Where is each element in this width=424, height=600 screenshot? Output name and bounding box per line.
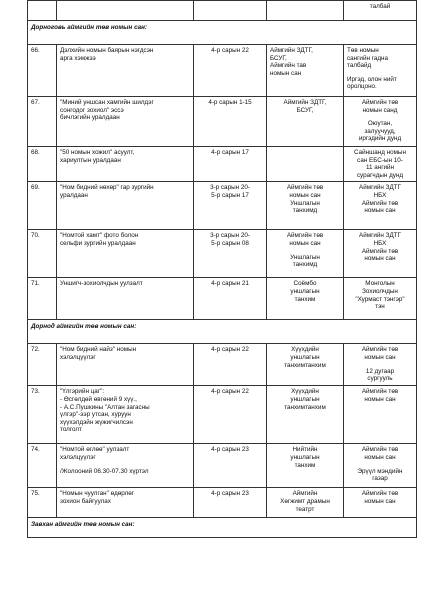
event-name bbox=[57, 230, 194, 278]
event-name bbox=[57, 45, 194, 97]
row-number: 69. bbox=[28, 182, 57, 230]
row-number: 74. bbox=[28, 444, 57, 488]
event-participants-line: Зохиолчдын bbox=[362, 287, 398, 295]
event-participants bbox=[344, 488, 417, 518]
row-number: 72. bbox=[28, 344, 57, 386]
event-place-line: Аймгийн төв bbox=[286, 232, 324, 240]
row-number: 67. bbox=[28, 97, 57, 147]
event-participants-line: талбайд bbox=[347, 62, 372, 70]
event-participants-line: Монголын bbox=[365, 280, 395, 288]
table-row bbox=[28, 488, 417, 518]
event-name-line: арга хэмжээ bbox=[60, 54, 96, 62]
event-participants bbox=[344, 182, 417, 230]
event-participants-extra-line: Оюутан, bbox=[367, 120, 393, 128]
cell-place bbox=[267, 1, 344, 21]
events-table bbox=[27, 0, 417, 538]
event-participants-line: НБХ bbox=[373, 191, 387, 199]
cell-no bbox=[28, 1, 57, 21]
event-name-line: сельфи зургийн уралдаан bbox=[60, 239, 136, 247]
event-participants-line: номын сан bbox=[364, 395, 396, 403]
event-participants bbox=[344, 278, 417, 320]
event-participants bbox=[344, 45, 417, 97]
event-place-line: Аймгийн ЗДТГ, bbox=[283, 99, 327, 106]
event-name-note-line: /Жолооний 06.30-07.30 хүртэл bbox=[60, 467, 149, 475]
event-place-line: уншлагын bbox=[290, 395, 320, 403]
event-place-line: Аймгийн төв bbox=[286, 184, 324, 192]
event-name bbox=[57, 386, 194, 444]
continued-who-text: талбай bbox=[369, 3, 391, 10]
event-name-line: "Ном бидний найз" номын bbox=[60, 346, 137, 354]
event-place bbox=[267, 488, 344, 518]
table-row bbox=[28, 386, 417, 444]
event-place-line: уншлагын bbox=[290, 453, 320, 461]
event-place bbox=[267, 97, 344, 147]
row-number: 71. bbox=[28, 278, 57, 320]
event-place-line: танхимтанхим bbox=[284, 403, 326, 411]
event-place-line: номын сан bbox=[289, 239, 321, 247]
event-name-line: бичлэгийн уралдаан bbox=[60, 114, 120, 122]
event-place bbox=[267, 147, 344, 182]
event-name-line: "Номтой өглөө" уулзалт bbox=[60, 446, 130, 454]
event-name bbox=[57, 97, 194, 147]
event-participants-extra-line: иргэдийн дунд bbox=[358, 135, 402, 143]
event-place-line: Уншлагын bbox=[290, 199, 320, 207]
event-place-line: театрт bbox=[295, 505, 315, 513]
event-participants-line: номын санд bbox=[362, 106, 398, 114]
event-participants-line: номын сан bbox=[364, 497, 396, 505]
event-name-line: хүүхэлдэйн жүжигчилсэн bbox=[60, 418, 133, 426]
table-row bbox=[28, 230, 417, 278]
event-place-line: танхимтанхим bbox=[284, 361, 326, 369]
event-participants-extra-line: сургууль bbox=[367, 375, 393, 383]
event-participants-extra-line: залуучууд, bbox=[364, 127, 396, 135]
event-participants-line: тэн bbox=[375, 303, 385, 311]
event-date: 4-р сарын 22 bbox=[194, 386, 267, 444]
event-place-line: танхим bbox=[294, 461, 316, 469]
event-place-line: танхимд bbox=[292, 207, 318, 215]
event-participants-line: Аймгийн төв bbox=[361, 247, 399, 255]
event-name bbox=[57, 182, 194, 230]
event-place bbox=[267, 386, 344, 444]
event-participants-line: Аймгийн төв bbox=[361, 490, 399, 498]
event-date: 4-р сарын 21 bbox=[194, 278, 267, 320]
event-name-line: - Өсгөлдөй өвгөний 9 хүү., bbox=[60, 395, 137, 403]
event-name-line: "Үлгэрийн цаг": bbox=[60, 388, 105, 396]
event-name-line: "Ном бидний нөхөр" гар зургийн bbox=[60, 184, 154, 192]
row-number: 68. bbox=[28, 147, 57, 182]
event-participants-line: Аймгийн төв bbox=[361, 446, 399, 454]
event-place-line: номын сан bbox=[289, 191, 321, 199]
event-date: 4-р сарын 22 bbox=[194, 344, 267, 386]
event-name-line: "Номтой хамт" фото болон bbox=[60, 232, 139, 240]
cell-date bbox=[194, 1, 267, 21]
event-participants-line: номын сан bbox=[364, 255, 396, 263]
event-date: 4-р сарын 1-15 bbox=[194, 97, 267, 147]
event-place-line: Аймгийн тав bbox=[270, 62, 307, 70]
event-name-line: үлгэр"-ээр утсан, хуруун bbox=[60, 411, 131, 419]
event-date: 4-р сарын 22 bbox=[194, 45, 267, 97]
event-name-line: Дэлхийн номын баярын нэгдсэн bbox=[60, 47, 154, 54]
plan-table-container bbox=[27, 0, 405, 538]
event-participants-line: 11 ангийн bbox=[365, 164, 395, 172]
table-row bbox=[28, 444, 417, 488]
event-name bbox=[57, 444, 194, 488]
event-participants-line: НБХ bbox=[373, 239, 387, 247]
event-participants-line: Аймгийн ЗДТГ bbox=[359, 232, 401, 240]
event-name-line: Уншигч-зохиолчдын уулзалт bbox=[60, 280, 143, 288]
event-participants-line: Аймгийн төв bbox=[361, 99, 399, 106]
event-participants-line: Аймгийн ЗДТГ bbox=[359, 184, 401, 192]
event-place-line: уншлагын bbox=[290, 287, 320, 295]
event-participants-line: сангийн гадна bbox=[347, 54, 389, 62]
event-name-line: хариултын уралдаан bbox=[60, 156, 121, 164]
event-name-line: хэлэлцүүлэг bbox=[60, 353, 96, 361]
event-participants-line: сурагчдын дунд bbox=[356, 171, 404, 179]
table-row bbox=[28, 344, 417, 386]
event-participants-line: Аймгийн төв bbox=[361, 199, 399, 207]
event-name-line: хэлэлцүүлэг bbox=[60, 453, 96, 461]
event-date: 4-р сарын 17 bbox=[194, 147, 267, 182]
event-participants-line: номын сан bbox=[364, 453, 396, 461]
event-participants-line: Аймгийн төв bbox=[361, 346, 399, 354]
event-date: 3-р сарын 20- 5-р сарын 08 bbox=[194, 230, 267, 278]
event-place-line: Аймгийн bbox=[292, 490, 318, 498]
event-name-line: - А.С.Пушкины "Алтан загасны bbox=[60, 403, 150, 411]
event-date: 3-р сарын 20- 5-р сарын 17 bbox=[194, 182, 267, 230]
event-participants-line: Сайншанд номын bbox=[354, 149, 406, 156]
event-name bbox=[57, 488, 194, 518]
events-table-body bbox=[28, 1, 417, 538]
row-number: 75. bbox=[28, 488, 57, 518]
cell-who bbox=[344, 1, 417, 21]
event-participants bbox=[344, 97, 417, 147]
event-place bbox=[267, 230, 344, 278]
event-date: 4-р сарын 23 bbox=[194, 444, 267, 488]
event-place-extra-line: танхимд bbox=[292, 261, 318, 269]
event-participants-extra-line: Иргэд, олон нийт bbox=[347, 75, 397, 83]
event-place-line: БСУГ, bbox=[270, 54, 287, 62]
event-participants-extra-line: газар bbox=[372, 475, 388, 483]
event-participants bbox=[344, 344, 417, 386]
event-participants bbox=[344, 386, 417, 444]
section-header-row bbox=[28, 518, 417, 538]
event-participants-line: номын сан bbox=[364, 353, 396, 361]
event-name-line: "Миний уншсан хамгийн шилдэг bbox=[60, 99, 154, 106]
section-title: Дорнод аймгийн төв номын сан: bbox=[28, 320, 417, 344]
event-name-line: "Номын чуулган" өдөрлөг bbox=[60, 490, 135, 498]
table-row bbox=[28, 182, 417, 230]
event-participants-extra-line: Эрүүл мэндийн bbox=[357, 467, 403, 475]
event-place-line: Хүүхдийн bbox=[291, 346, 319, 354]
event-place-line: уншлагын bbox=[290, 353, 320, 361]
table-row bbox=[28, 147, 417, 182]
event-participants-line: Аймгийн төв bbox=[361, 388, 399, 396]
event-name-line: сонгодог зохиол" эссэ bbox=[60, 106, 124, 114]
event-name bbox=[57, 278, 194, 320]
event-place-line: Аймгийн ЗДТГ, bbox=[270, 47, 313, 54]
event-participants-line: Төв номын bbox=[347, 47, 379, 54]
event-place bbox=[267, 45, 344, 97]
event-name bbox=[57, 344, 194, 386]
event-place-line: Хүүхдийн bbox=[291, 388, 319, 396]
section-title: Завхан аймгийн төв номын сан: bbox=[28, 518, 417, 538]
event-participants-extra-line: оролцоно. bbox=[347, 83, 377, 91]
event-participants bbox=[344, 147, 417, 182]
event-place-line: Хөгжимт драмын bbox=[280, 497, 330, 505]
event-participants-line: "Хурмаст тэнгэр" bbox=[355, 295, 405, 303]
event-place-line: танхим bbox=[294, 295, 316, 303]
event-name-line: уралдаан bbox=[60, 191, 88, 199]
table-row bbox=[28, 45, 417, 97]
event-place bbox=[267, 278, 344, 320]
event-name bbox=[57, 147, 194, 182]
event-place-line: Нийтийн bbox=[292, 446, 318, 454]
event-date: 4-р сарын 23 bbox=[194, 488, 267, 518]
event-place-extra-line: Уншлагын bbox=[290, 253, 320, 261]
event-participants-extra-line: 12 дугаар bbox=[365, 367, 395, 375]
table-row bbox=[28, 278, 417, 320]
row-number: 70. bbox=[28, 230, 57, 278]
event-place-line: Соёмбо bbox=[293, 280, 317, 288]
continued-row bbox=[28, 1, 417, 21]
section-header-row bbox=[28, 320, 417, 344]
event-participants-line: сан ЕБС-ын 10- bbox=[357, 156, 403, 164]
event-place-line: БСУГ, bbox=[296, 106, 314, 114]
event-name-line: толголт bbox=[60, 426, 82, 434]
event-participants bbox=[344, 230, 417, 278]
section-title: Дорноговь аймгийн төв номын сан: bbox=[28, 21, 417, 45]
table-row bbox=[28, 97, 417, 147]
event-place bbox=[267, 182, 344, 230]
cell-name bbox=[57, 1, 194, 21]
event-place bbox=[267, 344, 344, 386]
event-name-line: "50 номын хожил" асуулт, bbox=[60, 149, 135, 156]
event-place bbox=[267, 444, 344, 488]
section-header-row bbox=[28, 21, 417, 45]
event-participants bbox=[344, 444, 417, 488]
event-name-line: зохион байгуулах bbox=[60, 497, 111, 505]
event-participants-line: номын сан bbox=[364, 207, 396, 215]
event-place-line: номын сан bbox=[270, 69, 302, 77]
row-number: 66. bbox=[28, 45, 57, 97]
row-number: 73. bbox=[28, 386, 57, 444]
